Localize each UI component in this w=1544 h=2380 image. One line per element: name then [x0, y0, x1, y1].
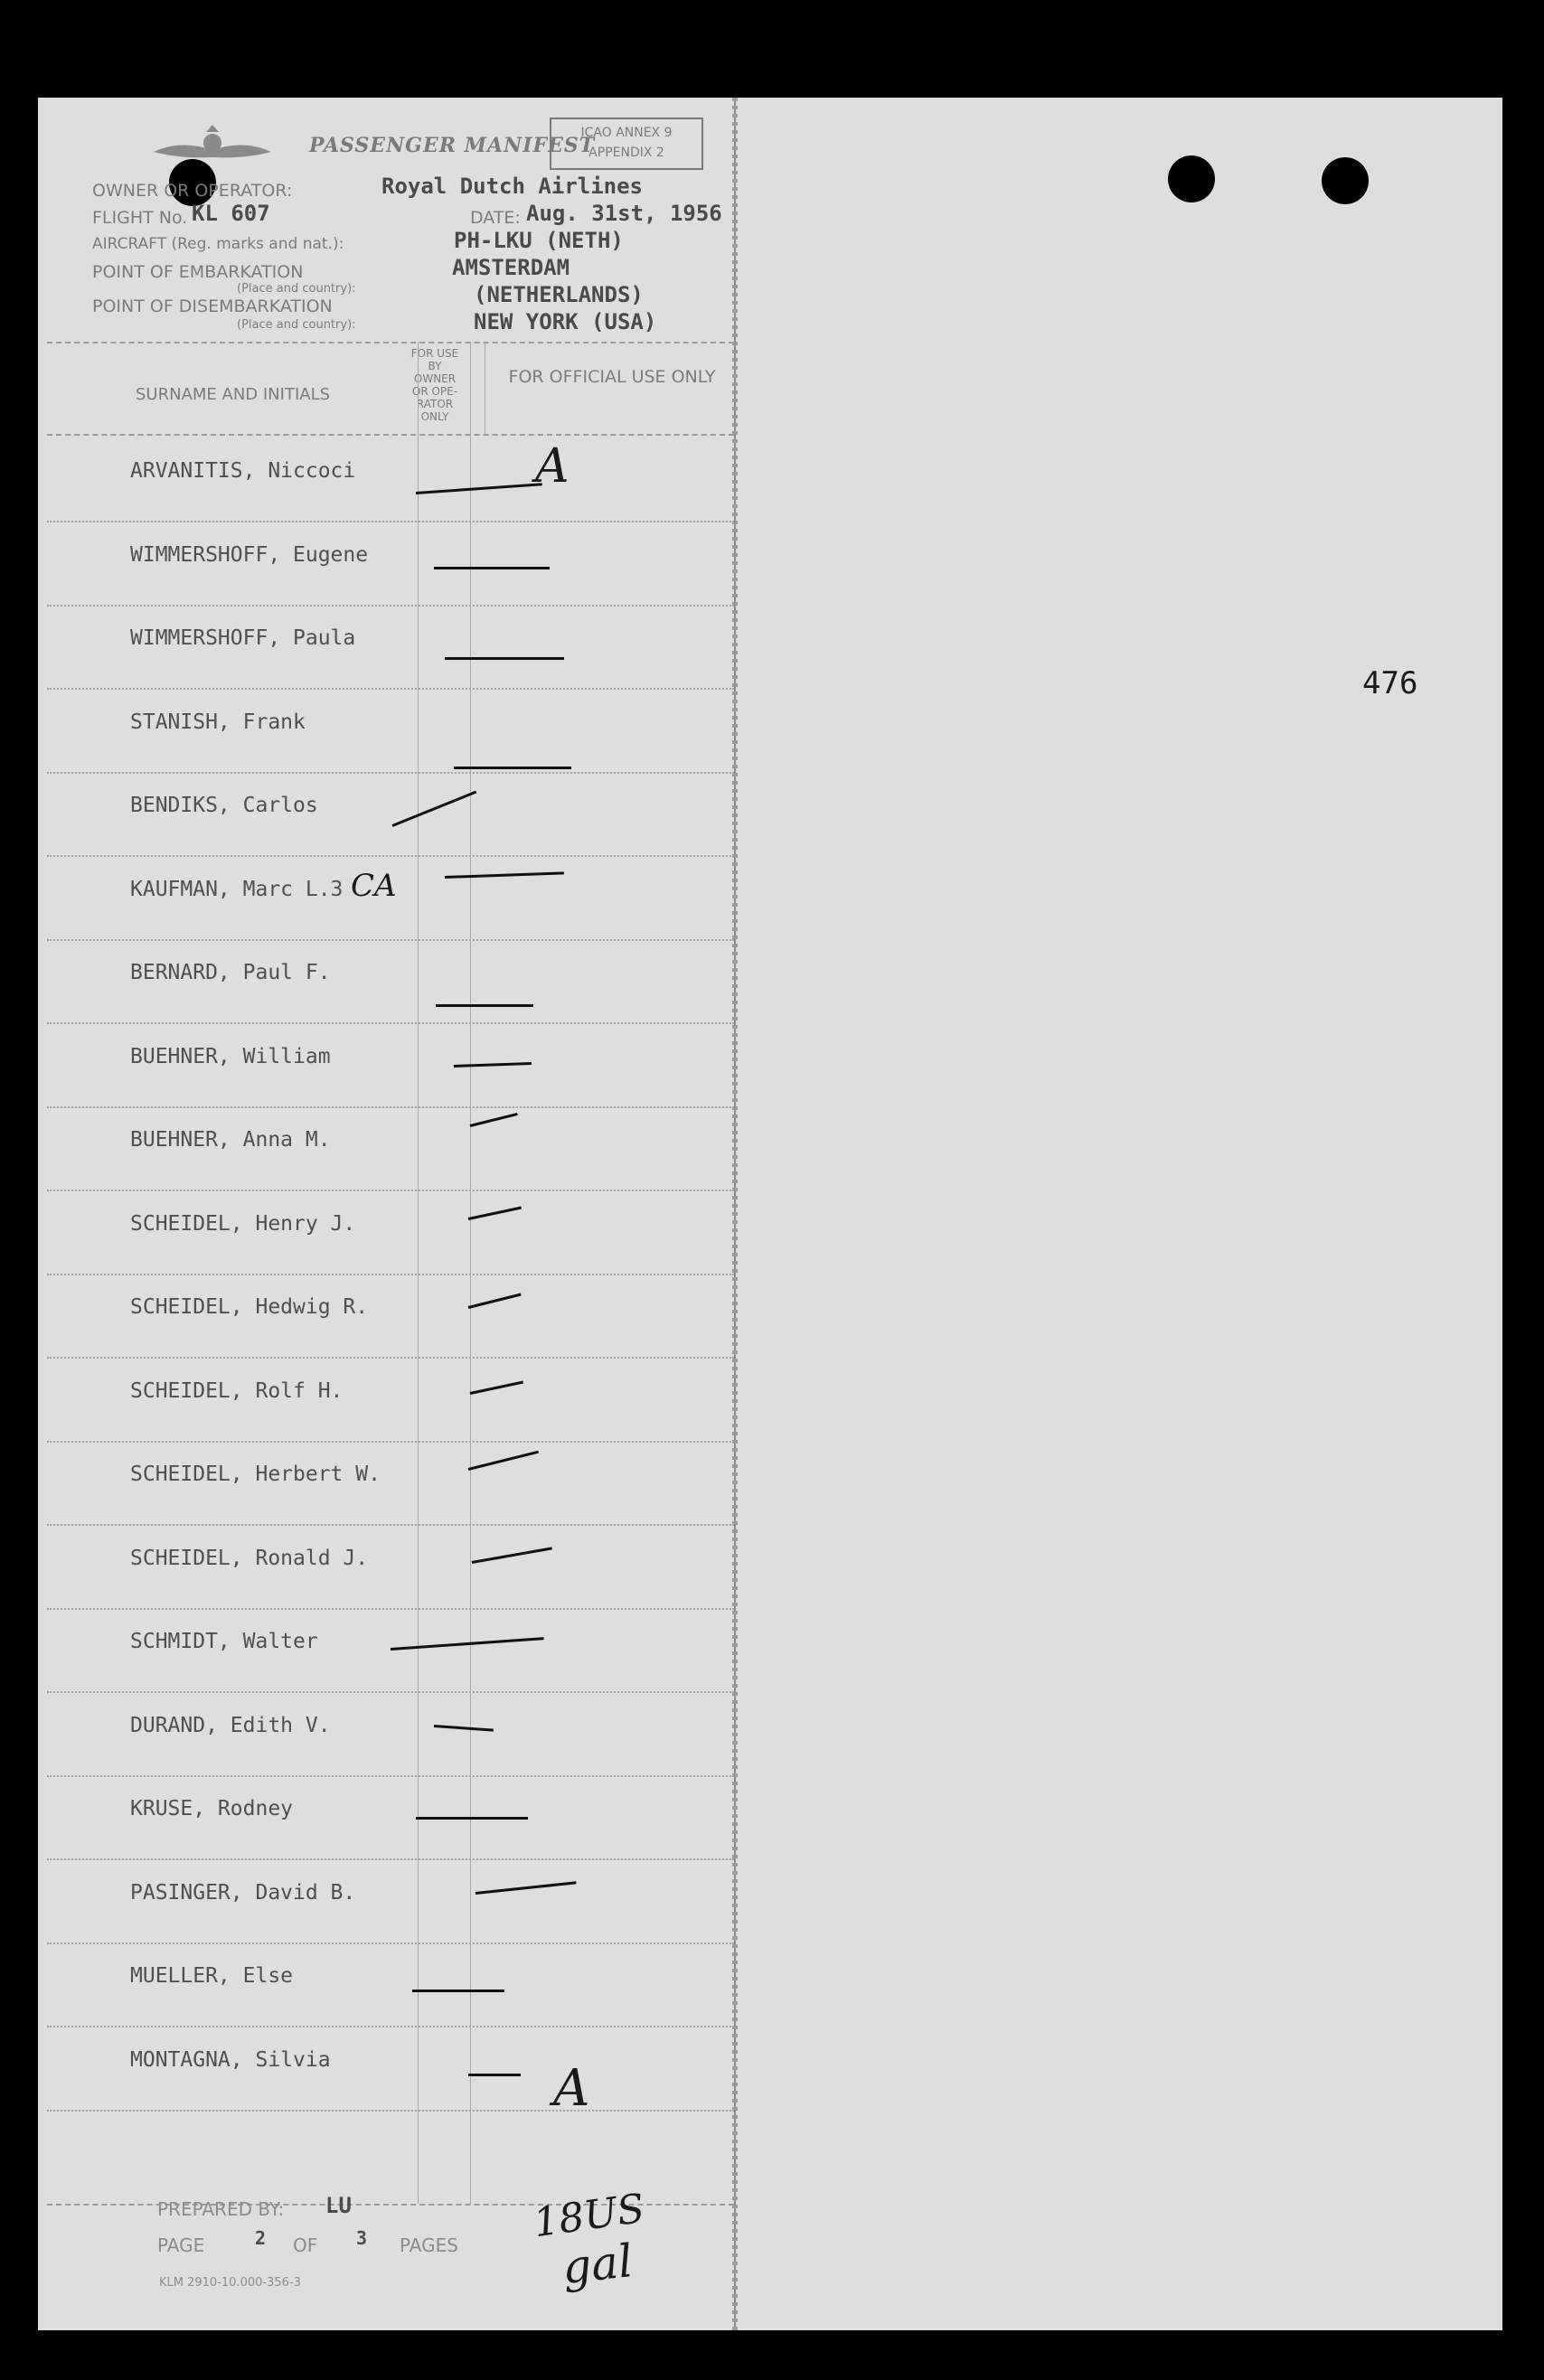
passenger-name: STANISH, Frank: [130, 710, 306, 734]
form-code: KLM 2910-10.000-356-3: [159, 2276, 301, 2290]
table-row: [38, 941, 734, 1024]
passenger-name: KAUFMAN, Marc L.3: [130, 877, 344, 901]
table-row: [38, 774, 734, 857]
punch-hole-right-1: [1168, 155, 1215, 202]
passenger-name: PASINGER, David B.: [130, 1880, 356, 1905]
date-label: DATE:: [470, 208, 521, 228]
passenger-name: SCHEIDEL, Hedwig R.: [130, 1295, 369, 1319]
aircraft-label: AIRCRAFT (Reg. marks and nat.):: [92, 235, 344, 253]
passenger-name: BERNARD, Paul F.: [130, 961, 331, 984]
owner-use-line: BY: [428, 360, 442, 372]
table-row: [38, 1694, 734, 1777]
table-row: [38, 439, 734, 522]
header-divider: [47, 342, 734, 343]
check-mark: [416, 1817, 528, 1820]
passenger-name: SCHEIDEL, Herbert W.: [130, 1463, 381, 1486]
owner-label: OWNER OR OPERATOR:: [92, 181, 293, 201]
check-mark: [468, 1451, 539, 1471]
table-row: [38, 1610, 734, 1693]
handwritten-initials-bottom: gal: [560, 2234, 635, 2294]
row-divider: [47, 2110, 734, 2112]
annex-line-2: APPENDIX 2: [588, 146, 664, 160]
col-owner-use-header: [392, 347, 477, 423]
table-row: [38, 1861, 734, 1944]
flight-label: FLIGHT No.: [92, 208, 188, 228]
col-official-header: FOR OFFICIAL USE ONLY: [508, 367, 716, 387]
date-value: Aug. 31st, 1956: [526, 201, 722, 226]
disembarkation-value: NEW YORK (USA): [474, 309, 657, 334]
table-row: [38, 1777, 734, 1860]
owner-use-line: FOR USE: [410, 347, 459, 360]
table-row: [38, 1108, 734, 1191]
klm-crown-logo-icon: [145, 123, 280, 177]
table-row: [38, 691, 734, 774]
embarkation-label: POINT OF EMBARKATION: [92, 262, 304, 282]
flight-value: KL 607: [192, 201, 270, 226]
embarkation-value: AMSTERDAM: [452, 255, 570, 280]
check-mark: [475, 1881, 577, 1895]
handwritten-ca-overwrite: CA: [351, 868, 397, 904]
prepared-by-value: LU: [325, 2193, 352, 2218]
table-row: [38, 1025, 734, 1108]
owner-use-line: RATOR: [416, 398, 454, 410]
table-row: [38, 2028, 734, 2112]
column-header-divider: [47, 434, 734, 436]
check-mark: [454, 767, 571, 769]
table-row: [38, 523, 734, 607]
page-number: 476: [1362, 665, 1418, 701]
passenger-name: KRUSE, Rodney: [130, 1797, 294, 1820]
passenger-name: BUEHNER, Anna M.: [130, 1128, 331, 1152]
annex-line-1: ICAO ANNEX 9: [580, 126, 673, 140]
passenger-name: WIMMERSHOFF, Paula: [130, 626, 356, 650]
check-mark: [436, 1004, 533, 1007]
punch-hole-right-2: [1322, 157, 1369, 204]
embarkation-sub: (Place and country):: [237, 282, 356, 296]
col-surname-header: SURNAME AND INITIALS: [136, 385, 331, 404]
check-mark: [391, 1637, 544, 1651]
check-mark: [454, 1061, 532, 1067]
table-row: [38, 1527, 734, 1610]
check-mark: [445, 871, 564, 879]
check-mark: [434, 1725, 494, 1732]
check-mark: [472, 1547, 552, 1564]
passenger-name: ARVANITIS, Niccoci: [130, 459, 356, 483]
check-mark: [468, 2074, 521, 2076]
check-mark: [470, 1380, 523, 1394]
handwritten-initials-top: 18US: [531, 2185, 648, 2247]
check-mark: [468, 1206, 522, 1219]
table-row: [38, 1275, 734, 1359]
handwritten-a-mark: A: [553, 2059, 590, 2118]
table-row: [38, 1443, 734, 1526]
disembarkation-sub: (Place and country):: [237, 318, 356, 332]
page-label: PAGE: [157, 2234, 205, 2256]
owner-use-line: ONLY: [420, 410, 449, 423]
annex-box: [550, 118, 703, 170]
of-label: OF: [293, 2234, 318, 2256]
table-row: [38, 1944, 734, 2027]
table-row: [38, 1192, 734, 1275]
passenger-name: BENDIKS, Carlos: [130, 794, 318, 817]
passenger-name: SCHEIDEL, Ronald J.: [130, 1546, 369, 1570]
check-mark: [434, 567, 550, 569]
passenger-name: BUEHNER, William: [130, 1044, 331, 1068]
prepared-by-label: PREPARED BY:: [157, 2198, 285, 2220]
disembarkation-label: POINT OF DISEMBARKATION: [92, 296, 333, 316]
table-row: [38, 1359, 734, 1443]
table-row: [38, 607, 734, 690]
check-mark: [470, 1113, 518, 1127]
page-value: 2: [255, 2227, 267, 2249]
embarkation-country: (NETHERLANDS): [474, 282, 644, 307]
passenger-name: SCHEIDEL, Henry J.: [130, 1211, 356, 1236]
document-title: PASSENGER MANIFEST: [309, 134, 596, 157]
owner-use-line: OR OPE-: [411, 385, 458, 398]
passenger-name: SCHEIDEL, Rolf H.: [130, 1378, 344, 1403]
passenger-name: WIMMERSHOFF, Eugene: [130, 542, 369, 567]
passenger-name: MONTAGNA, Silvia: [130, 2047, 331, 2072]
handwritten-a-mark: A: [535, 439, 570, 494]
of-value: 3: [356, 2227, 368, 2249]
check-mark: [445, 657, 564, 660]
check-mark: [412, 1990, 504, 1992]
pages-label: PAGES: [400, 2234, 458, 2256]
aircraft-value: PH-LKU (NETH): [454, 228, 624, 253]
passenger-name: DURAND, Edith V.: [130, 1713, 331, 1737]
check-mark: [468, 1293, 522, 1309]
owner-use-line: OWNER: [413, 372, 457, 385]
check-mark: [391, 791, 476, 827]
passenger-name: SCHMIDT, Walter: [130, 1630, 318, 1653]
owner-value: Royal Dutch Airlines: [381, 174, 643, 199]
passenger-name: MUELLER, Else: [130, 1964, 294, 1988]
check-mark: [416, 483, 542, 494]
manifest-sheet: [38, 98, 1502, 2330]
